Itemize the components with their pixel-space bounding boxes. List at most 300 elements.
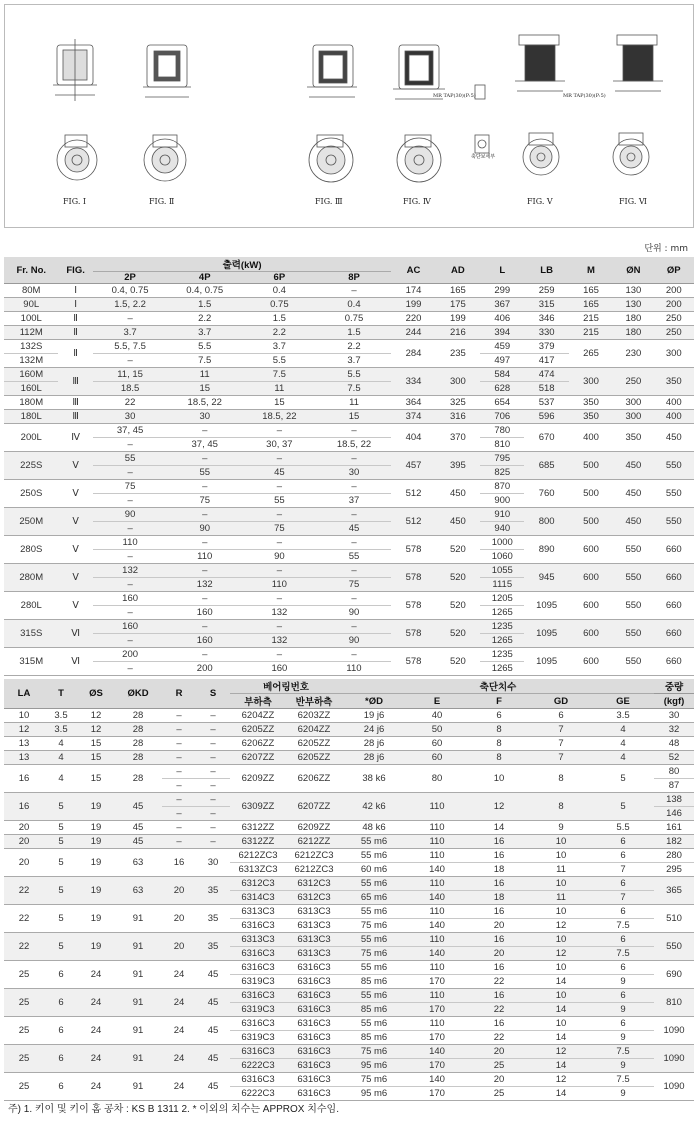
table-row — [4, 424, 694, 452]
dim-t: 6 — [58, 1025, 64, 1036]
output-4p-line: – — [202, 481, 208, 492]
bearing-antiload-line: 6212ZZ — [297, 836, 331, 847]
dim-r — [162, 821, 196, 835]
dim-l-line: 780 — [494, 425, 511, 436]
frame-no — [4, 298, 58, 312]
dim-t: 5 — [58, 822, 64, 833]
shaft-ge — [592, 961, 654, 989]
output-8p-line: 0.4 — [347, 299, 361, 310]
dim-t: 5 — [58, 857, 64, 868]
shaft-e — [406, 961, 468, 989]
dim-lb — [524, 536, 568, 564]
frame-no-line: 80M — [21, 285, 41, 296]
shaft-f-line: 16 — [493, 962, 505, 973]
shaft-ge — [592, 821, 654, 835]
dim-r — [162, 1017, 196, 1045]
output-8p-line: 0.75 — [344, 313, 364, 324]
output-2p-line: – — [93, 633, 168, 647]
weight — [654, 751, 694, 765]
output-8p-line: – — [351, 593, 357, 604]
dim-p: 400 — [665, 411, 682, 422]
shaft-gd — [530, 765, 592, 793]
shaft-ge-line: 6 — [620, 962, 626, 973]
dim-r-line: 20 — [173, 941, 185, 952]
table-row — [4, 312, 694, 326]
output-8p-line: 3.7 — [317, 353, 392, 367]
table-row — [4, 1073, 694, 1101]
shaft-gd — [530, 989, 592, 1017]
bearing-load-line: 6316C3 — [241, 962, 275, 973]
shaft-e-line: 110 — [429, 990, 445, 1001]
fig3-caption: FIG. Ⅲ — [315, 197, 343, 206]
dim-la: 25 — [18, 1025, 30, 1036]
shaft-d-line: 85 m6 — [342, 1002, 406, 1016]
dim-la: 22 — [18, 913, 30, 924]
dim-s2 — [196, 1045, 230, 1073]
bearing-load-line: 6206ZZ — [241, 738, 275, 749]
output-8p-line: 1.5 — [347, 327, 361, 338]
weight-line: 550 — [666, 941, 682, 952]
output-8p — [317, 340, 392, 368]
fig-no: Ⅳ — [71, 432, 80, 443]
dim-s2-line: 30 — [207, 857, 219, 868]
bearing-load-line: 6316C3 — [241, 1074, 275, 1085]
dim-lb — [524, 480, 568, 508]
output-4p — [167, 396, 242, 410]
dim-l — [480, 508, 524, 536]
shaft-e-line: 80 — [431, 773, 443, 784]
shaft-ge — [592, 723, 654, 737]
shaft-f-line: 16 — [493, 1018, 505, 1029]
dim-ac: 457 — [405, 460, 422, 471]
bearing-antiload-line: 6212ZC3 — [294, 850, 334, 861]
shaft-d-line: 95 m6 — [342, 1086, 406, 1100]
dim-s2 — [196, 989, 230, 1017]
dim-kd: 91 — [132, 941, 144, 952]
dim-p: 200 — [665, 299, 682, 310]
dim-l-line: 299 — [494, 285, 511, 296]
dim-ad: 370 — [449, 432, 466, 443]
shaft-ge — [592, 989, 654, 1017]
fig2-drawing — [143, 45, 191, 181]
output-6p — [242, 508, 317, 536]
shaft-e-line: 140 — [406, 918, 468, 932]
output-6p-line: 45 — [242, 465, 317, 479]
shaft-f-line: 16 — [493, 990, 505, 1001]
bearing-antiload — [286, 1073, 342, 1101]
dim-r — [162, 905, 196, 933]
output-4p-line: – — [202, 593, 208, 604]
dim-l-line: 367 — [494, 299, 511, 310]
table-row — [4, 592, 694, 620]
frame-output-rows — [4, 284, 694, 676]
bearing-load-line: 6204ZZ — [241, 710, 275, 721]
unit-label: 단위 : mm — [644, 244, 688, 254]
output-4p-line: 110 — [167, 549, 242, 563]
output-2p-line: 11, 15 — [117, 369, 143, 380]
dim-r-line: 24 — [173, 969, 185, 980]
bearing-load — [230, 737, 286, 751]
output-8p-line: 18.5, 22 — [317, 437, 392, 451]
shaft-f — [468, 989, 530, 1017]
bearing-load-line: 6222C3 — [230, 1086, 286, 1100]
shaft-ge-line: 9 — [592, 1058, 654, 1072]
shaft-ge — [592, 1073, 654, 1101]
dim-kd: 91 — [132, 1081, 144, 1092]
bearing-antiload-line: 6316C3 — [286, 1058, 342, 1072]
output-2p-line: – — [127, 313, 133, 324]
col-d: *ØD — [342, 694, 406, 709]
weight — [654, 849, 694, 877]
dim-lb — [524, 564, 568, 592]
frame-no-line: 180L — [20, 411, 42, 422]
weight-line: 810 — [666, 997, 682, 1008]
fig-no: Ⅰ — [74, 299, 78, 310]
output-2p-line: – — [93, 661, 168, 675]
shaft-gd-line: 11 — [530, 862, 592, 876]
fig4-caption: FIG. Ⅳ — [403, 197, 431, 206]
fig-no: Ⅲ — [72, 397, 79, 408]
bearing-antiload — [286, 723, 342, 737]
shaft-gd — [530, 933, 592, 961]
dim-la: 16 — [18, 773, 30, 784]
output-8p-line: – — [351, 509, 357, 520]
dim-lb — [524, 368, 568, 396]
frame-no — [4, 648, 58, 676]
shaft-ge-line: 9 — [592, 974, 654, 988]
dim-l — [480, 410, 524, 424]
dim-s2-line: – — [210, 724, 216, 735]
dim-s2-line: – — [210, 766, 216, 777]
shaft-f — [468, 849, 530, 877]
bearing-antiload — [286, 877, 342, 905]
shaft-ge — [592, 877, 654, 905]
output-6p-line: 3.7 — [272, 341, 286, 352]
shaft-ge-line: 7 — [592, 890, 654, 904]
bearing-antiload — [286, 849, 342, 877]
dim-m: 215 — [583, 313, 599, 324]
weight-line: 295 — [654, 862, 694, 876]
dim-lb-line: 670 — [538, 432, 555, 443]
output-2p-line: 22 — [124, 397, 136, 408]
fig1-caption: FIG. Ⅰ — [63, 197, 87, 206]
bearing-antiload — [286, 1045, 342, 1073]
shaft-d-line: 55 m6 — [360, 934, 388, 945]
bearing-antiload-line: 6313C3 — [286, 918, 342, 932]
shaft-f — [468, 961, 530, 989]
output-2p — [93, 620, 168, 648]
dim-s2-line: 45 — [207, 969, 219, 980]
dim-m: 350 — [583, 411, 599, 422]
weight — [654, 1073, 694, 1101]
output-8p — [317, 396, 392, 410]
shaft-f-line: 12 — [493, 801, 505, 812]
weight-line: 87 — [654, 778, 694, 792]
output-2p-line: – — [93, 577, 168, 591]
output-8p-line: 110 — [317, 661, 392, 675]
output-2p — [93, 340, 168, 368]
output-2p — [93, 368, 168, 396]
dim-m: 600 — [583, 656, 599, 667]
output-8p-line: – — [351, 285, 357, 296]
dim-la: 13 — [18, 752, 30, 763]
shaft-d — [342, 821, 406, 835]
frame-no-line: 250M — [19, 516, 44, 527]
weight-line: 146 — [654, 806, 694, 820]
dim-s2-line: 45 — [207, 1081, 219, 1092]
shaft-ge — [592, 849, 654, 877]
output-6p — [242, 410, 317, 424]
shaft-f — [468, 737, 530, 751]
bearing-load-line: 6316C3 — [241, 990, 275, 1001]
bearing-antiload-line: 6316C3 — [297, 962, 331, 973]
bearing-load-line: 6205ZZ — [241, 724, 275, 735]
output-6p-line: 5.5 — [242, 353, 317, 367]
shaft-ge-line: 7.5 — [592, 946, 654, 960]
shaft-ge — [592, 835, 654, 849]
shaft-gd — [530, 793, 592, 821]
output-8p — [317, 410, 392, 424]
output-8p — [317, 592, 392, 620]
weight-line: 138 — [666, 794, 682, 805]
table-row — [4, 905, 694, 933]
shaft-f-line: 8 — [496, 724, 502, 735]
frame-no-line: 315M — [19, 656, 44, 667]
col-m: M — [569, 257, 613, 284]
dim-kd: 91 — [132, 969, 144, 980]
dim-lb — [524, 508, 568, 536]
footnote: 주) 1. 키이 및 키이 홈 공차 : KS B 1311 2. * 이외의 치수는 APPROX 치수임. — [8, 1104, 339, 1115]
frame-no — [4, 396, 58, 410]
bearing-load-line: 6319C3 — [230, 1030, 286, 1044]
shaft-e-line: 170 — [406, 974, 468, 988]
dim-l-line: 406 — [494, 313, 511, 324]
shaft-e — [406, 723, 468, 737]
bearing-antiload — [286, 765, 342, 793]
dim-r-line: – — [176, 752, 182, 763]
bearing-load-line: 6209ZZ — [241, 773, 275, 784]
shaft-ge — [592, 1045, 654, 1073]
dim-m: 215 — [583, 327, 599, 338]
dim-lb-line: 330 — [538, 327, 555, 338]
bearing-load — [230, 849, 286, 877]
shaft-d — [342, 989, 406, 1017]
shaft-gd — [530, 737, 592, 751]
weight — [654, 737, 694, 751]
table-row — [4, 751, 694, 765]
dim-s: 24 — [90, 1053, 102, 1064]
fig-no: Ⅰ — [74, 285, 78, 296]
bearing-antiload-line: 6206ZZ — [297, 773, 331, 784]
dim-s2-line: – — [196, 778, 230, 792]
bearing-load-line: 6314C3 — [230, 890, 286, 904]
shaft-f — [468, 1073, 530, 1101]
shaft-d — [342, 849, 406, 877]
shaft-f-line: 20 — [468, 918, 530, 932]
dim-l-line: 1060 — [480, 549, 524, 563]
table-row — [4, 1017, 694, 1045]
dim-t: 6 — [58, 997, 64, 1008]
weight-line: 161 — [666, 822, 682, 833]
output-2p — [93, 536, 168, 564]
shaft-gd — [530, 1045, 592, 1073]
dim-n: 550 — [625, 600, 642, 611]
fig5-tap-note: MR TAP(30)(P:5) — [563, 93, 606, 99]
dim-l-line: 706 — [494, 411, 511, 422]
dim-s2 — [196, 765, 230, 793]
col-fig: FIG. — [58, 257, 92, 284]
table-row — [4, 340, 694, 368]
shaft-d — [342, 793, 406, 821]
output-6p-line: 90 — [242, 549, 317, 563]
output-2p-line: 3.7 — [123, 327, 137, 338]
dim-t: 5 — [58, 913, 64, 924]
dim-s2-line: – — [210, 752, 216, 763]
weight-line: 52 — [668, 752, 680, 763]
output-8p-line: 11 — [349, 397, 359, 408]
dim-ac: 334 — [405, 376, 422, 387]
output-4p-line: 3.7 — [198, 327, 212, 338]
bearing-antiload — [286, 709, 342, 723]
shaft-d-line: 55 m6 — [360, 878, 388, 889]
output-4p-line: – — [202, 565, 208, 576]
dim-lb — [524, 312, 568, 326]
output-4p-line: 15 — [167, 381, 242, 395]
frame-no-line: 160L — [4, 381, 58, 395]
shaft-e — [406, 709, 468, 723]
shaft-e-line: 60 — [431, 738, 443, 749]
shaft-gd — [530, 849, 592, 877]
col-ac: AC — [391, 257, 435, 284]
shaft-gd — [530, 723, 592, 737]
dim-t: 4 — [58, 773, 64, 784]
shaft-ge-line: 5 — [620, 801, 626, 812]
fig6-drawing — [613, 35, 663, 175]
dim-t: 3.5 — [54, 710, 68, 721]
col-p: ØP — [654, 257, 694, 284]
shaft-d-line: 60 m6 — [342, 862, 406, 876]
shaft-e-line: 170 — [406, 1086, 468, 1100]
output-2p-line: 110 — [122, 537, 138, 548]
dim-s: 19 — [90, 822, 102, 833]
shaft-f — [468, 877, 530, 905]
output-2p-line: 0.4, 0.75 — [111, 285, 149, 296]
shaft-d-line: 28 j6 — [363, 738, 385, 749]
shaft-gd-line: 12 — [555, 1074, 567, 1085]
dim-l-line: 1235 — [491, 621, 513, 632]
shaft-d — [342, 1073, 406, 1101]
dim-r-line: – — [176, 724, 182, 735]
dim-s2-line: 45 — [207, 1025, 219, 1036]
col-s2: S — [196, 679, 230, 709]
output-4p-line: – — [202, 649, 208, 660]
weight-line: 1090 — [663, 1081, 685, 1092]
output-6p — [242, 312, 317, 326]
dim-s: 24 — [90, 997, 102, 1008]
shaft-e-line: 40 — [431, 710, 443, 721]
output-4p-line: – — [202, 425, 208, 436]
shaft-ge-line: 3.5 — [616, 710, 630, 721]
dim-l-line: 1235 — [491, 649, 513, 660]
table-row — [4, 620, 694, 648]
shaft-ge-line: 6 — [620, 1018, 626, 1029]
output-4p-line: 75 — [167, 493, 242, 507]
dim-r — [162, 835, 196, 849]
bearing-antiload — [286, 989, 342, 1017]
bearing-antiload-line: 6312C3 — [286, 890, 342, 904]
dim-m: 165 — [583, 299, 599, 310]
weight-line: 1090 — [663, 1025, 685, 1036]
dim-s2 — [196, 877, 230, 905]
weight — [654, 793, 694, 821]
dim-p: 660 — [665, 600, 682, 611]
table-row — [4, 564, 694, 592]
output-6p-line: – — [276, 425, 283, 436]
shaft-ge — [592, 751, 654, 765]
output-2p-line: – — [93, 437, 168, 451]
dim-l-line: 1115 — [480, 577, 524, 591]
table-row — [4, 480, 694, 508]
bearing-load-line: 6319C3 — [230, 1002, 286, 1016]
fig-no: Ⅴ — [72, 572, 79, 583]
output-6p — [242, 480, 317, 508]
shaft-d-line: 42 k6 — [362, 801, 386, 812]
dim-r — [162, 709, 196, 723]
output-8p-line: 37 — [317, 493, 392, 507]
bearing-load — [230, 877, 286, 905]
dim-lb — [524, 284, 568, 298]
dim-n: 250 — [625, 376, 642, 387]
fig-no: Ⅱ — [73, 313, 78, 324]
bearing-load — [230, 835, 286, 849]
shaft-f — [468, 793, 530, 821]
dim-ac: 220 — [405, 313, 422, 324]
shaft-gd-line: 10 — [555, 962, 567, 973]
output-4p-line: 11 — [199, 369, 210, 380]
dim-ac: 174 — [405, 285, 422, 296]
output-6p-line: – — [276, 509, 283, 520]
dim-la: 13 — [18, 738, 30, 749]
bearing-shaft-table — [4, 679, 694, 1101]
dim-n: 450 — [625, 488, 642, 499]
output-4p-line: 160 — [167, 633, 242, 647]
col-bearing: 베어링번호 — [230, 679, 342, 694]
output-6p-line: 15 — [274, 397, 285, 408]
dim-kd: 45 — [132, 822, 144, 833]
dim-ad: 450 — [449, 488, 466, 499]
shaft-e — [406, 793, 468, 821]
output-6p-line: – — [276, 621, 283, 632]
dim-r-line: 24 — [173, 1025, 185, 1036]
fig-no: Ⅲ — [72, 411, 79, 422]
dim-s2 — [196, 793, 230, 821]
dim-ad: 520 — [449, 656, 466, 667]
dim-n: 450 — [625, 516, 642, 527]
dim-s2 — [196, 737, 230, 751]
bearing-antiload-line: 6312C3 — [297, 878, 331, 889]
fig4-drawing — [393, 45, 489, 182]
bearing-load-line: 6312ZZ — [241, 836, 275, 847]
dim-r — [162, 1045, 196, 1073]
shaft-d-line: 28 j6 — [363, 752, 385, 763]
bearing-antiload-line: 6313C3 — [297, 934, 331, 945]
dim-l — [480, 536, 524, 564]
dim-s2 — [196, 709, 230, 723]
dim-p: 250 — [665, 313, 682, 324]
dim-lb-line: 685 — [538, 460, 555, 471]
shaft-gd-line: 10 — [555, 836, 567, 847]
dim-ac: 404 — [405, 432, 422, 443]
